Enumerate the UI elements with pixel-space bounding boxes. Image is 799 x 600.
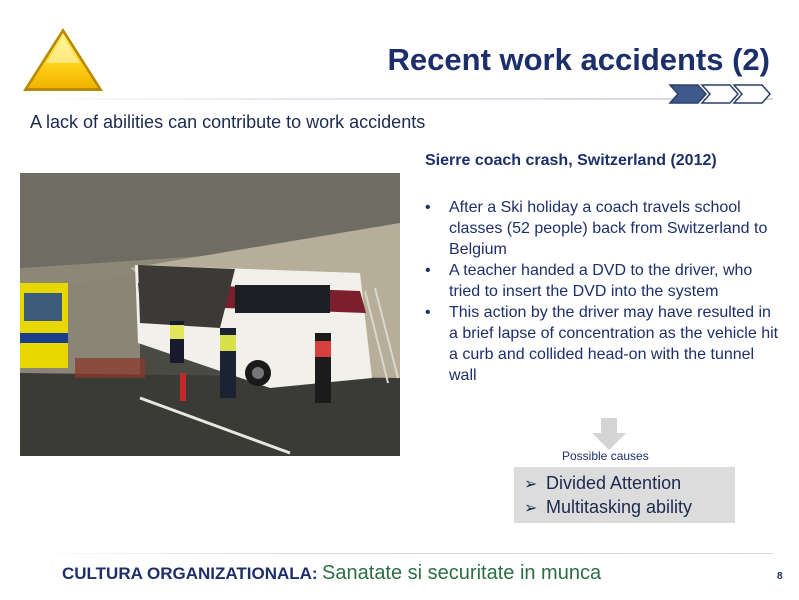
bullet-text: After a Ski holiday a coach travels school classes (52 people) back from Switzerland to Belgium <box>449 199 768 258</box>
cause-item <box>524 472 725 496</box>
list-item <box>425 302 780 386</box>
accident-details-list <box>425 197 780 386</box>
causes-box <box>514 467 735 523</box>
list-item <box>425 260 780 302</box>
warning-triangle-icon <box>20 25 106 95</box>
accident-photo <box>20 173 400 456</box>
title-divider <box>28 98 773 100</box>
case-heading: Sierre coach crash, Switzerland (2012) <box>425 152 717 169</box>
bullet-text: This action by the driver may have resulted in a brief lapse of concentration as the vehicle hit a curb and collided head-on with the tunnel wall <box>449 304 779 384</box>
bullet-marker: • <box>425 304 431 321</box>
list-item <box>425 197 780 260</box>
cause-text: Multitasking ability <box>546 497 693 517</box>
possible-causes-label: Possible causes <box>562 449 649 463</box>
cause-text: Divided Attention <box>546 473 682 493</box>
bullet-marker: • <box>425 262 431 279</box>
chevron-arrows-icon <box>668 83 776 105</box>
down-arrow-icon <box>592 418 626 450</box>
bullet-text: A teacher handed a DVD to the driver, who tried to insert the DVD into the system <box>449 262 753 300</box>
cause-item <box>524 496 725 520</box>
footer-subtitle: Sanatate si securitate in munca <box>322 562 602 584</box>
cause-marker: ➢ <box>524 500 538 517</box>
footer-divider <box>28 553 773 554</box>
slide-title: Recent work accidents (2) <box>387 42 770 77</box>
cause-marker: ➢ <box>524 476 538 493</box>
bullet-marker: • <box>425 199 431 216</box>
slide-subtitle: A lack of abilities can contribute to work accidents <box>30 112 426 132</box>
footer-organization: CULTURA ORGANIZATIONALA: <box>62 564 318 583</box>
footer <box>62 562 601 585</box>
page-number: 8 <box>777 571 783 582</box>
